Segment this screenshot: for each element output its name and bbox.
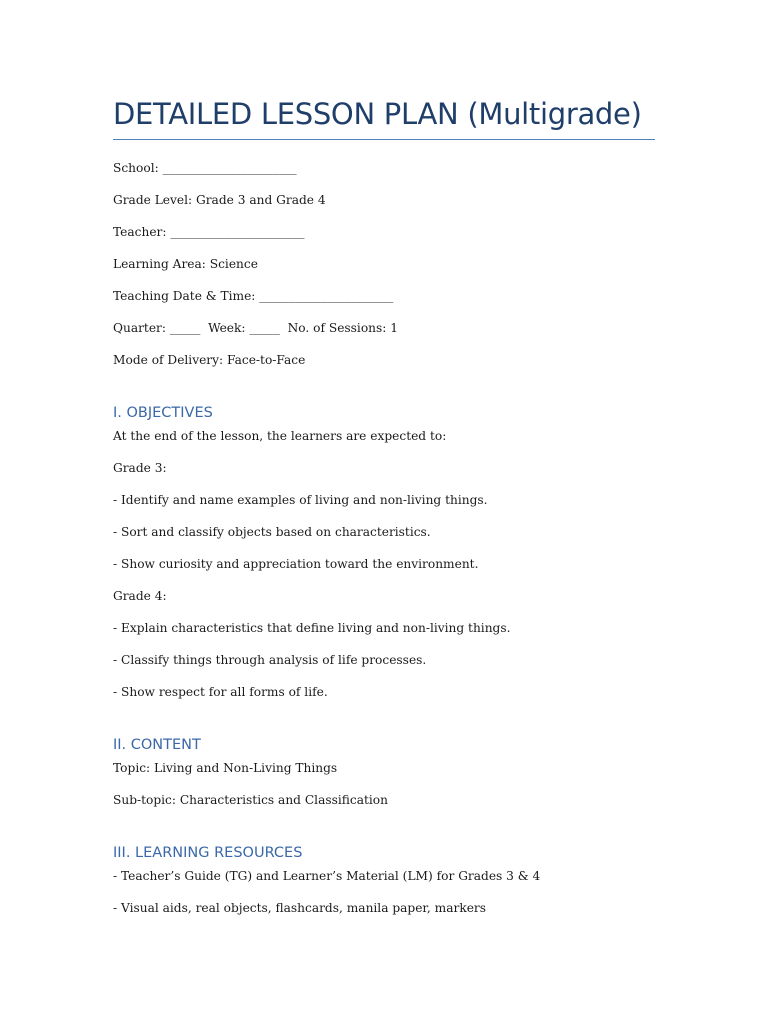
grade-level-field: Grade Level: Grade 3 and Grade 4 bbox=[113, 193, 326, 207]
resource-item: - Teacher’s Guide (TG) and Learner’s Material (LM) for Grades 3 & 4 bbox=[113, 869, 541, 883]
content-topic: Topic: Living and Non-Living Things bbox=[113, 761, 338, 775]
grade4-label: Grade 4: bbox=[113, 589, 167, 603]
grade3-objective-item: - Identify and name examples of living and non-living things. bbox=[113, 493, 488, 507]
quarter-week-sessions-field: Quarter: _____ Week: _____ No. of Sessions: 1 bbox=[113, 321, 399, 335]
school-field: School: ______________________ bbox=[113, 161, 297, 175]
objectives-intro: At the end of the lesson, the learners are expected to: bbox=[113, 429, 447, 443]
learning-resources-heading: III. LEARNING RESOURCES bbox=[113, 845, 303, 861]
grade4-objective-item: - Classify things through analysis of life processes. bbox=[113, 653, 427, 667]
content-heading: II. CONTENT bbox=[113, 737, 201, 753]
learning-area-field: Learning Area: Science bbox=[113, 257, 258, 271]
content-subtopic: Sub-topic: Characteristics and Classification bbox=[113, 793, 388, 807]
grade3-label: Grade 3: bbox=[113, 461, 167, 475]
objectives-heading: I. OBJECTIVES bbox=[113, 405, 213, 421]
resource-item: - Visual aids, real objects, flashcards, manila paper, markers bbox=[113, 901, 486, 915]
grade4-objective-item: - Explain characteristics that define living and non-living things. bbox=[113, 621, 511, 635]
grade4-objective-item: - Show respect for all forms of life. bbox=[113, 685, 328, 699]
title-underline bbox=[113, 139, 655, 140]
teacher-field: Teacher: ______________________ bbox=[113, 225, 305, 239]
grade3-objective-item: - Show curiosity and appreciation toward the environment. bbox=[113, 557, 479, 571]
grade3-objective-item: - Sort and classify objects based on characteristics. bbox=[113, 525, 431, 539]
mode-of-delivery-field: Mode of Delivery: Face-to-Face bbox=[113, 353, 306, 367]
document-title: DETAILED LESSON PLAN (Multigrade) bbox=[113, 97, 642, 131]
teaching-date-time-field: Teaching Date & Time: ______________________ bbox=[113, 289, 394, 303]
